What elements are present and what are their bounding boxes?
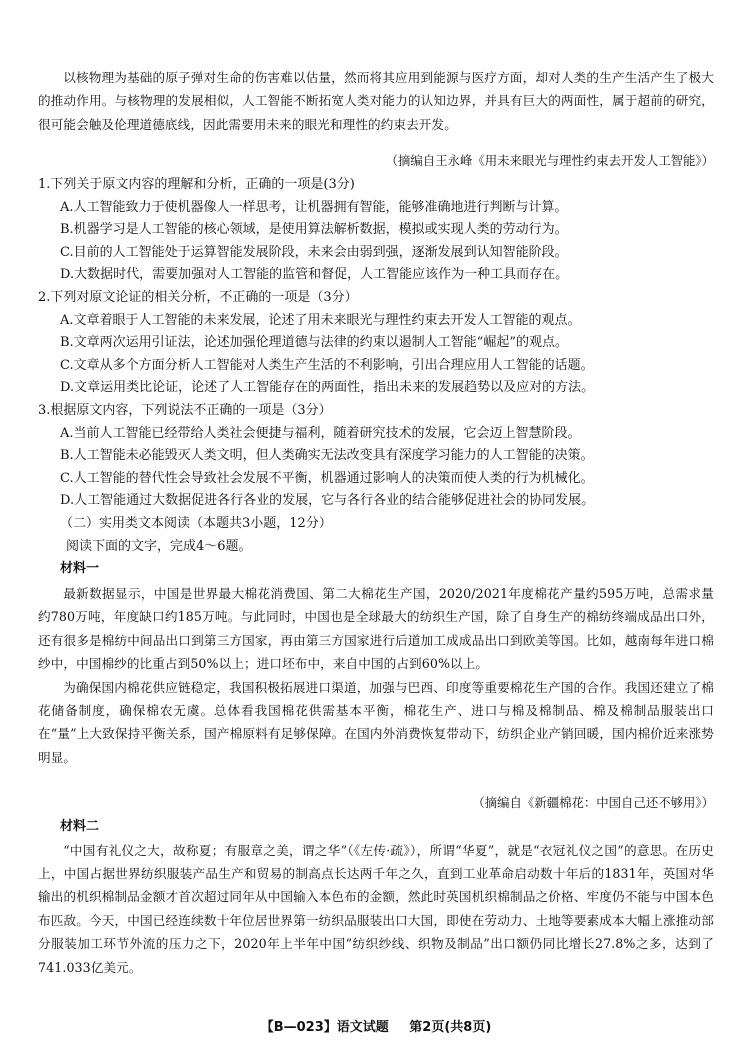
- intro-source: （摘编自王永峰《用未来眼光与理性约束去开发人工智能》）: [385, 153, 714, 168]
- option-d: D.大数据时代，需要加强对人工智能的监管和督促，人工智能应该作为一种工具而存在。: [60, 267, 569, 283]
- option-c: C.文章从多个方面分析人工智能对人类生产生活的不利影响，引出合理应用人工智能的话题。: [60, 357, 594, 373]
- section-instruction: 阅读下面的文字，完成4～6题。: [66, 538, 252, 554]
- material-1-source: （摘编自《新疆棉花：中国自己还不够用》）: [472, 795, 714, 810]
- material-1-paragraph: 为确保国内棉花供应链稳定，我国积极拓展进口渠道，加强与巴西、印度等重要棉花生产国的合作。我国还建立了棉花储备制度，确保棉农无虞。总体看我国棉花供需基本平衡，棉花生产、进口与棉及棉制品、棉及棉制品服装出口在“量”上大致保持平衡关系，国产棉原料有足够保障。在国内外消费恢复带动下，纺织企业产销回暖，国内棉价近来涨势明显。: [38, 679, 714, 765]
- question-3: [38, 400, 714, 513]
- option-b: B.文章两次运用引证法，论述加强伦理道德与法律的约束以遏制人工智能“崛起”的观点。: [60, 335, 568, 351]
- question-stem: 1.下列关于原文内容的理解和分析，正确的一项是(3分): [38, 177, 355, 192]
- option-a: A.当前人工智能已经带给人类社会便捷与福利，随着研究技术的发展，它会迈上智慧阶段。: [60, 425, 581, 441]
- option-b: B.机器学习是人工智能的核心领域，是使用算法解析数据，模拟或实现人类的劳动行为。: [60, 222, 568, 238]
- material-1-paragraph: 最新数据显示，中国是世界最大棉花消费国、第二大棉花生产国，2020/2021年度棉花产量约595万吨，总需求量约780万吨，年度缺口约185万吨。与此同时，中国也是全球最大的纺织生产国，除了自身生产的棉纺终端成品出口外，还有很多是棉纺中间品出口到第三方国家，再由第三方国家进行后道加工成成品出口到欧美等国。比如，越南每年进口棉纱中，中国棉纱的比重占到50%以上；进口坯布中，来自中国的占到60%以上。: [38, 586, 714, 672]
- option-a: A.人工智能致力于使机器像人一样思考，让机器拥有智能，能够准确地进行判断与计算。: [60, 199, 568, 215]
- option-a: A.文章着眼于人工智能的未来发展，论述了用未来眼光与理性约束去开发人工智能的观点。: [60, 312, 581, 328]
- question-2: [38, 287, 714, 400]
- question-1: [38, 174, 714, 287]
- option-c: C.人工智能的替代性会导致社会发展不平衡，机器通过影响人的决策而使人类的行为机械化。: [60, 470, 594, 486]
- material-2: [38, 816, 714, 979]
- material-2-title: 材料二: [60, 819, 100, 834]
- option-c: C.目前的人工智能处于运算智能发展阶段，未来会由弱到强，逐渐发展到认知智能阶段。: [60, 244, 568, 260]
- page-footer: [0, 1016, 752, 1035]
- question-stem: 3.根据原文内容，下列说法不正确的一项是（3分）: [38, 403, 332, 418]
- page-number: 第2页(共8页): [409, 1020, 492, 1035]
- intro-section: [38, 66, 714, 136]
- section-2-header: [38, 513, 714, 581]
- option-d: D.文章运用类比论证，论述了人工智能存在的两面性，指出未来的发展趋势以及应对的方法。: [60, 380, 595, 396]
- material-1-body: [38, 582, 714, 769]
- option-b: B.人工智能未必能毁灭人类文明，但人类确实无法改变具有深度学习能力的人工智能的决策。: [60, 448, 594, 464]
- material-1-title: 材料一: [60, 561, 100, 577]
- exam-code: 【B—023】语文试题: [260, 1020, 389, 1035]
- option-d: D.人工智能通过大数据促进各行各业的发展，它与各行各业的结合能够促进社会的协同发展。: [60, 493, 595, 509]
- material-2-paragraph: “中国有礼仪之大，故称夏；有服章之美，谓之华”（《左传·疏》），所谓“华夏”，就是“衣冠礼仪之国”的意思。在历史上，中国占据世界纺织服装产品生产和贸易的制高点长达两千年之久，直到工业革命启动数十年后的1831年，英国对华输出的机织棉制品金额才首次超过同年从中国输入本色布的金额，然此时英国机织棉制品之价格、牢度仍不能与中国本色布匹敌。今天，中国已经连续数十年位居世界第一纺织品服装出口大国，即使在劳动力、土地等要素成本大幅上涨推动部分服装加工环节外流的压力之下，2020年上半年中国“纺织纱线、织物及制品”出口额仍同比增长27.8%之多，达到了741.033亿美元。: [38, 842, 714, 975]
- section-heading: （二）实用类文本阅读（本题共3小题，12分）: [60, 516, 332, 531]
- intro-paragraph: 以核物理为基础的原子弹对生命的伤害难以估量，然而将其应用到能源与医疗方面，却对人类的生产生活产生了极大的推动作用。与核物理的发展相似，人工智能不断拓宽人类对能力的认知边界，并具有巨大的两面性，属于超前的研究，很可能会触及伦理道德底线，因此需要用未来的眼光和理性的约束去开发。: [38, 70, 714, 132]
- question-stem: 2.下列对原文论证的相关分析，不正确的一项是（3分）: [38, 290, 358, 305]
